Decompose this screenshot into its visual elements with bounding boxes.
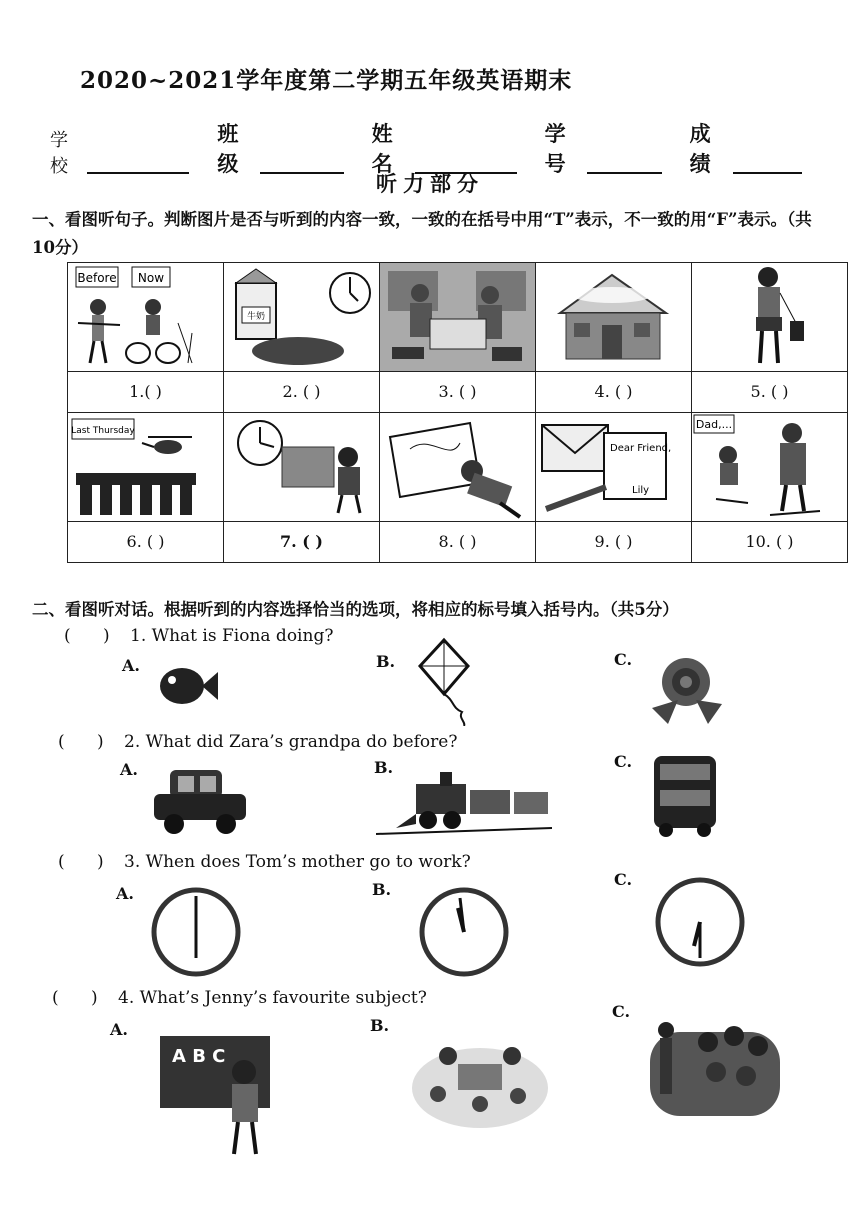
ski-family-icon xyxy=(692,413,847,521)
question-3-text: 3. When does Tom’s mother go to work? xyxy=(124,852,471,872)
question-1 xyxy=(64,626,333,646)
fish-icon[interactable] xyxy=(150,650,220,720)
answer-paren-4[interactable]: ( ) xyxy=(52,988,98,1008)
group-icon[interactable] xyxy=(650,1012,780,1116)
boy-band-icon xyxy=(68,263,223,371)
school-label: 学校 xyxy=(50,130,68,177)
score-label: 成绩 xyxy=(689,121,711,176)
answer-cell-3[interactable]: 3. ( ) xyxy=(380,372,536,413)
clock-six-icon[interactable] xyxy=(150,886,242,978)
answer-cell-6[interactable]: 6. ( ) xyxy=(68,522,224,563)
question-1-text: 1. What is Fiona doing? xyxy=(130,626,334,646)
kite-icon[interactable] xyxy=(414,636,484,726)
q4-option-c-label: C. xyxy=(612,1002,631,1021)
dad-label: Dad,... xyxy=(695,418,733,431)
office-scene-icon xyxy=(380,263,535,371)
answer-cell-4[interactable]: 4. ( ) xyxy=(536,372,692,413)
q4-option-b-label: B. xyxy=(370,1016,390,1035)
milk-bread-clock-icon xyxy=(224,263,379,371)
q1-option-c-label: C. xyxy=(614,650,633,669)
question-2-text: 2. What did Zara’s grandpa do before? xyxy=(124,732,458,752)
stonehenge-helicopter-icon xyxy=(68,413,223,521)
letter-greeting: Dear Friend, xyxy=(610,443,672,454)
bus-icon[interactable] xyxy=(648,752,722,838)
student-id-label: 学号 xyxy=(544,121,566,176)
answer-cell-8[interactable]: 8. ( ) xyxy=(380,522,536,563)
section-title: 听力部分 xyxy=(376,171,484,196)
milk-label: 牛奶 xyxy=(246,312,266,322)
answer-paren-2[interactable]: ( ) xyxy=(58,732,104,752)
answer-cell-9[interactable]: 9. ( ) xyxy=(536,522,692,563)
answer-cell-2[interactable]: 2. ( ) xyxy=(224,372,380,413)
girl-bag-icon xyxy=(692,263,847,371)
class-label: 班级 xyxy=(217,121,239,176)
q3-option-a-label: A. xyxy=(116,884,134,903)
q3-option-c-label: C. xyxy=(614,870,633,889)
abc-teacher-icon[interactable] xyxy=(158,1032,282,1160)
flower-icon[interactable] xyxy=(648,648,730,724)
answer-paren-3[interactable]: ( ) xyxy=(58,852,104,872)
classroom-icon[interactable] xyxy=(408,1034,552,1130)
page-title: 2020~2021学年度第二学期五年级英语期末 xyxy=(80,67,573,94)
svg-text:A B C: A B C xyxy=(172,1046,226,1067)
last-thursday-label: Last Thursday xyxy=(71,426,135,436)
clock-twelve-icon[interactable] xyxy=(418,886,510,978)
q1-option-a-label: A. xyxy=(122,656,140,675)
q1-option-b-label: B. xyxy=(376,652,396,671)
q2-option-b-label: B. xyxy=(374,758,394,777)
boy-drawing-icon xyxy=(380,413,535,521)
picture-table xyxy=(67,262,848,563)
train-icon[interactable] xyxy=(376,768,552,840)
answer-cell-10[interactable]: 10. ( ) xyxy=(692,522,848,563)
snow-house-icon xyxy=(536,263,691,371)
answer-cell-1[interactable]: 1.( ) xyxy=(68,372,224,413)
part2-instruction: 二、看图听对话。根据听到的内容选择恰当的选项，将相应的标号填入括号内。（共5分） xyxy=(32,600,679,619)
question-4-text: 4. What’s Jenny’s favourite subject? xyxy=(118,988,427,1008)
answer-cell-5[interactable]: 5. ( ) xyxy=(692,372,848,413)
q2-option-a-label: A. xyxy=(120,760,138,779)
letter-pencil-icon xyxy=(536,413,691,521)
answer-paren-1[interactable]: ( ) xyxy=(64,626,110,646)
taxi-icon[interactable] xyxy=(150,764,250,840)
question-4 xyxy=(52,988,427,1008)
clock-girl-icon xyxy=(224,413,379,521)
q4-option-a-label: A. xyxy=(110,1020,128,1039)
question-2 xyxy=(58,732,457,752)
name-label: 姓名 xyxy=(371,121,393,176)
part1-instruction: 一、看图听句子。判断图片是否与听到的内容一致，一致的在括号中用“T”表示，不一致的用“F”表示。（共10分） xyxy=(32,210,812,257)
q2-option-c-label: C. xyxy=(614,752,633,771)
now-label: Now xyxy=(137,271,165,285)
before-label: Before xyxy=(77,271,117,285)
letter-signature: Lily xyxy=(632,485,650,496)
question-3 xyxy=(58,852,471,872)
q3-option-b-label: B. xyxy=(372,880,392,899)
answer-cell-7[interactable]: 7. ( ) xyxy=(224,522,380,563)
clock-half-six-icon[interactable] xyxy=(654,876,746,968)
